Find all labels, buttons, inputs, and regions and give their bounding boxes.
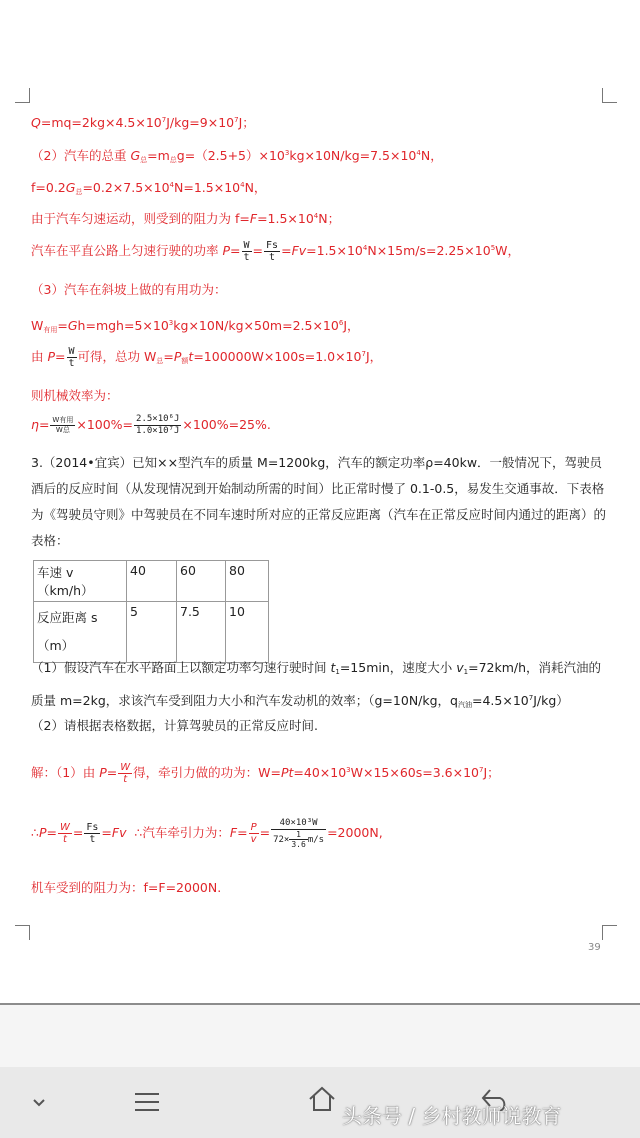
table-cell: 40 [127, 561, 177, 602]
crop-mark-bottom-left [15, 925, 30, 940]
answer-line-resistance: 机车受到的阻力为：f=F=2000N. [31, 880, 222, 895]
answer-line-work: 解：（1）由 P= $\frac{W}{t}$ 得，牵引力做的功为：$W=Pt=40\times 10^3W\times 15\times 60s=3.6\times 10^7J$； [31, 762, 500, 785]
solution-line-resistance: 由于汽车匀速运动，则受到的阻力为 $f=F=1.5\times 10^4N$； [31, 211, 341, 226]
solution-line-efficiency: η= $\frac{\text{W有用}}{\text{W总}}$ ×100%= $\frac{\text{2.5×10⁶J}}{\text{1.0×10⁷J}}$ ×100%=25%. [31, 414, 271, 436]
table-cell: 10 [226, 602, 269, 663]
solution-line-heat: $Q=mq=2kg\times 4.5\times 10^7J/kg=9\times 10^7J$； [31, 115, 255, 130]
question-3-text: 3.（2014•宜宾）已知××型汽车的质量 M=1200kg，汽车的额定功率ρ=40kw．一般情况下，驾驶员酒后的反应时间（从发现情况到开始制动所需的时间）比正常时慢了 0.1-0.5，易发生交通事故．下表格为《驾驶员守则》中驾驶员在不同车速时所对应的正常反应距离（汽车在正常反应时间内通过的距离）的表格： [31, 455, 607, 548]
watermark-text: 头条号 / 乡村教师说教育 [342, 1104, 562, 1128]
table-cell: 80 [226, 561, 269, 602]
crop-mark-top-left [15, 88, 30, 103]
solution-line-total-work: 由 P= $\frac{W}{t}$ 可得，总功 $W_总=P_额t=100000W\times 100s=1.0\times 10^7J$， [31, 346, 383, 369]
table-cell: 5 [127, 602, 177, 663]
menu-icon[interactable] [133, 1091, 161, 1117]
table-row [34, 561, 269, 602]
chevron-down-icon[interactable] [32, 1093, 46, 1112]
solution-line-total-weight: （2）汽车的总重 $G_总=m_总g=(2.5+5)\times 10^3kg\times 10N/kg=7.5\times 10^4N$， [31, 148, 443, 164]
home-icon[interactable] [307, 1085, 337, 1117]
page-gap [0, 1005, 640, 1067]
sub-question-2: （2）请根据表格数据，计算驾驶员的正常反应时间. [31, 718, 318, 733]
solution-line-efficiency-label: 则机械效率为： [31, 388, 119, 403]
reaction-distance-table [33, 560, 269, 663]
table-cell: 60 [177, 561, 226, 602]
solution-line-power: 汽车在平直公路上匀速行驶的功率 P= $\frac{W}{t}$ = $\frac{Fs}{t}$ $=Fv=1.5\times 10^4N\times 15m/s=2.25\times 10^5W$， [31, 240, 521, 263]
solution-line-friction: $f=0.2G_总=0.2\times 7.5\times 10^4N=1.5\times 10^4N$， [31, 180, 267, 196]
crop-mark-bottom-right [602, 925, 617, 940]
solution-line-useful-work: $W_{有用}=Gh=mgh=5\times 10^3kg\times 10N/kg\times 50m=2.5\times 10^6J$， [31, 318, 360, 334]
crop-mark-top-right [602, 88, 617, 103]
answer-line-traction: ∴P= $\frac{W}{t}$ = $\frac{Fs}{t}$ =Fv ∴汽车牵引力为：F= $\frac{P}{v}$ = 40×10³W 72× $\frac{1}{3.6}$ m/s =2000N, [31, 818, 383, 849]
table-cell: 车速 v（km/h） [34, 561, 127, 602]
page-number: 39 [588, 942, 601, 953]
table-cell: 7.5 [177, 602, 226, 663]
solution-line-part3: （3）汽车在斜坡上做的有用功为： [31, 282, 227, 297]
table-cell: 反应距离 s（m） [34, 602, 127, 663]
table-row [34, 602, 269, 663]
sub-question-1: （1）假设汽车在水平路面上以额定功率匀速行驶时间 $t_1=15\min$，速度大小 $v_1=72km/h$，消耗汽油的质量 m=2kg，求该汽车受到阻力大小和汽车发动机的效率；（g=10N/kg，$q_{汽油}=4.5\times 10^7J/kg$） [31, 660, 602, 709]
